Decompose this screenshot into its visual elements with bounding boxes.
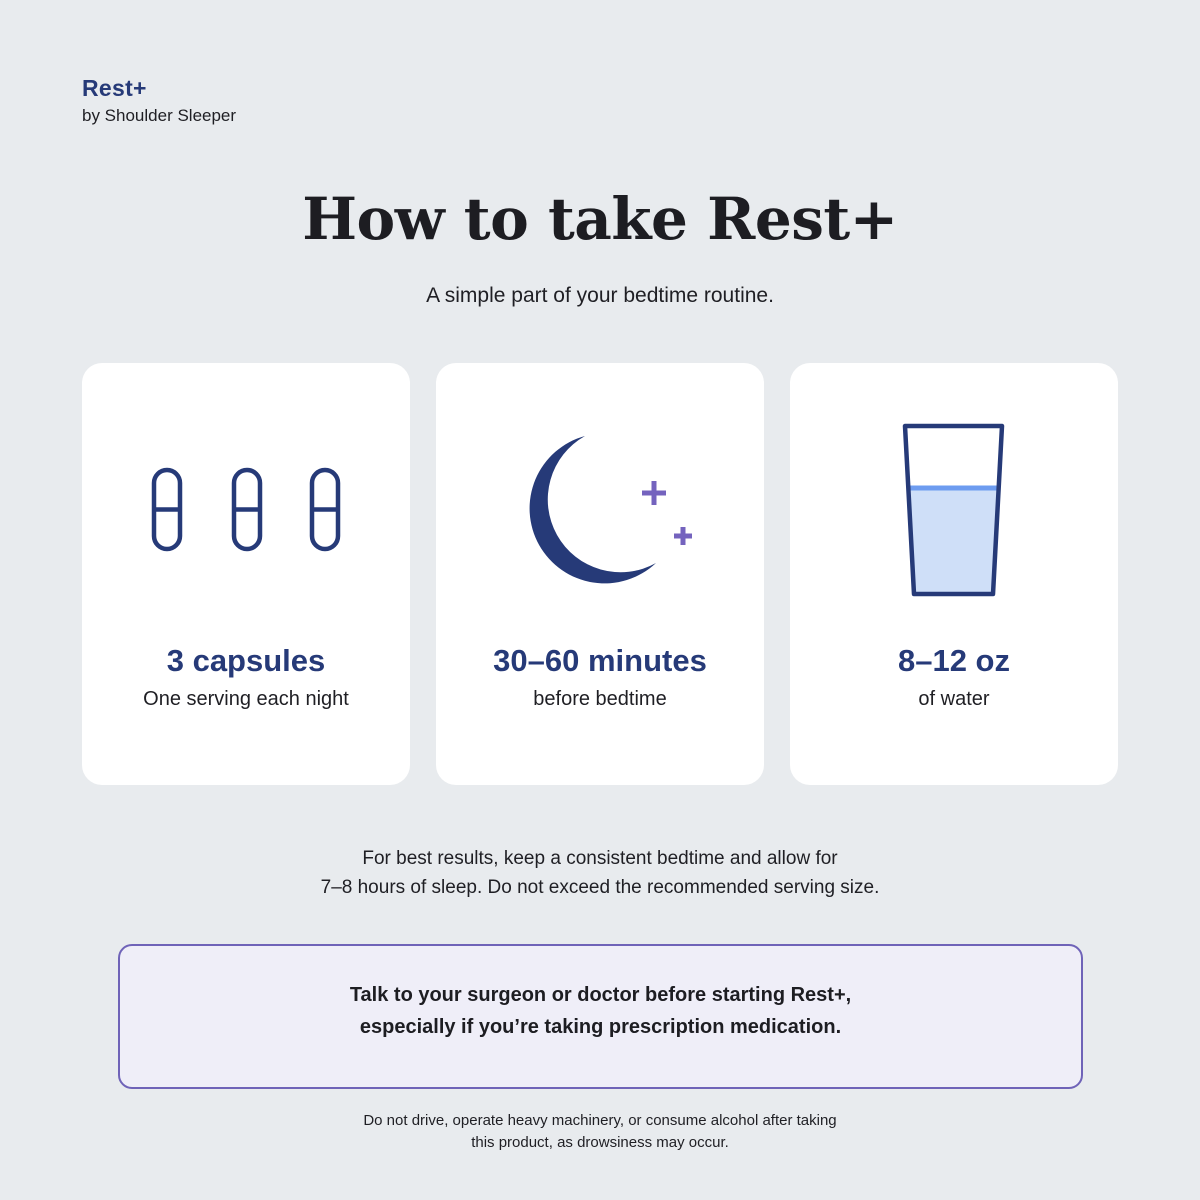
- disclaimer: [0, 1110, 1200, 1154]
- page-title: How to take Rest+: [302, 185, 898, 253]
- brand: [82, 74, 236, 127]
- doctor-alert-text: [120, 979, 1081, 1043]
- disclaimer-line: this product, as drowsiness may occur.: [471, 1134, 729, 1151]
- doctor-alert-line: especially if you’re taking prescription medication.: [359, 1016, 842, 1038]
- timing-card: [436, 363, 764, 785]
- doctor-alert-line: Talk to your surgeon or doctor before starting Rest+,: [349, 984, 852, 1006]
- usage-note: [0, 844, 1200, 902]
- water-card: [790, 363, 1118, 785]
- capsules-value: 3 capsules: [166, 643, 326, 678]
- brand-byline: by Shoulder Sleeper: [82, 106, 237, 125]
- usage-note-line: 7–8 hours of sleep. Do not exceed the recommended serving size.: [320, 877, 880, 898]
- moon-icon: [436, 363, 764, 623]
- timing-value: 30–60 minutes: [493, 643, 707, 678]
- capsules-description: One serving each night: [143, 688, 349, 710]
- water-glass-icon: [790, 363, 1118, 623]
- capsules-icon: [82, 363, 410, 623]
- capsules-card: [82, 363, 410, 785]
- water-description: of water: [918, 688, 990, 710]
- usage-note-line: For best results, keep a consistent bedtime and allow for: [362, 848, 838, 869]
- brand-name: Rest+: [82, 75, 147, 101]
- page-subtitle: A simple part of your bedtime routine.: [426, 284, 774, 307]
- timing-description: before bedtime: [533, 688, 667, 710]
- water-value: 8–12 oz: [897, 643, 1010, 678]
- disclaimer-line: Do not drive, operate heavy machinery, or consume alcohol after taking: [363, 1112, 837, 1129]
- doctor-alert: [118, 944, 1083, 1089]
